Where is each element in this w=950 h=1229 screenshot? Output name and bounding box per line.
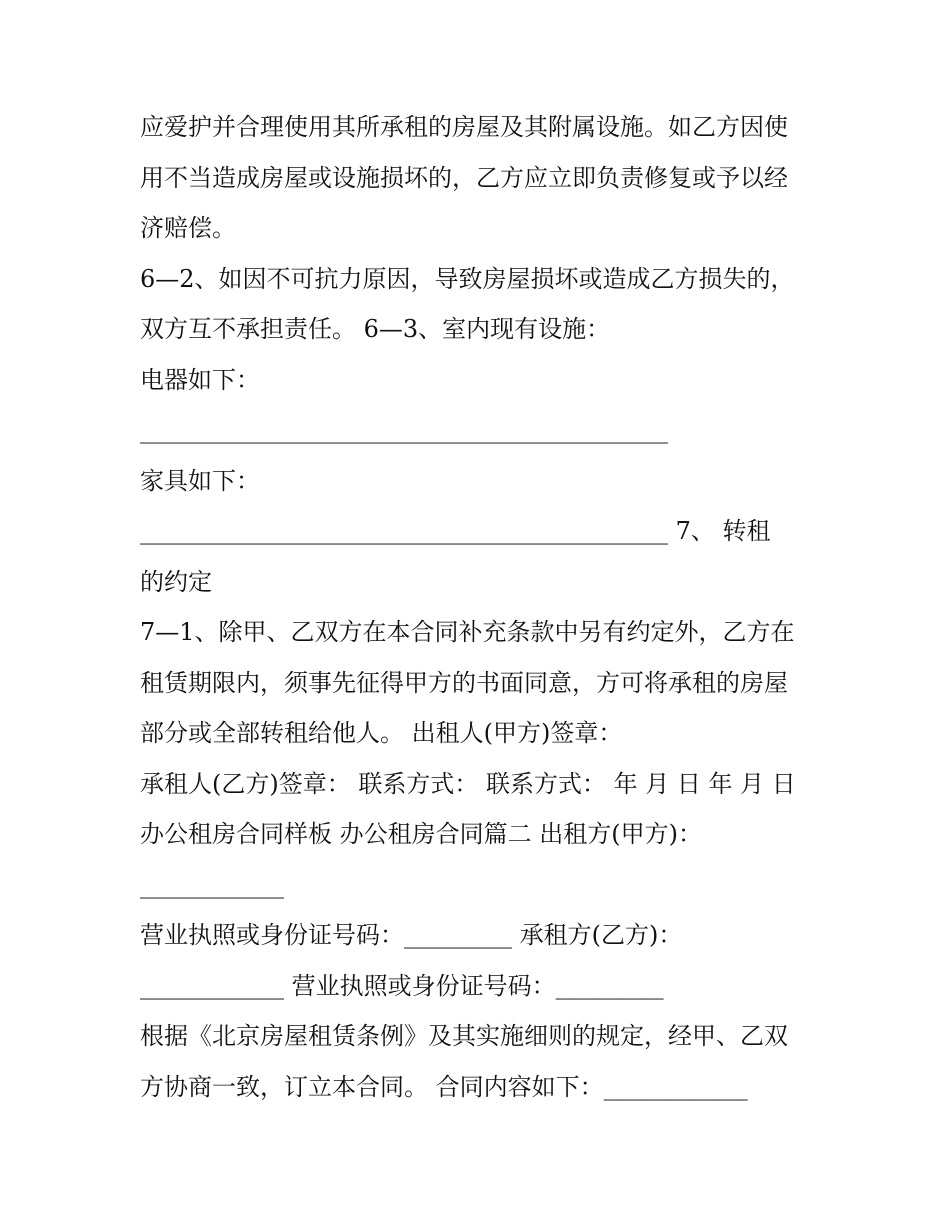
text-line: 租赁期限内，须事先征得甲方的书面同意，方可将承租的房屋 [140, 668, 788, 697]
text-line: 营业执照或身份证号码：_________ 承租方(乙方)： [140, 921, 683, 949]
text-line: 双方互不承担责任。 6—3、室内现有设施： [140, 315, 611, 343]
text-line: 承租人(乙方)签章： 联系方式： 联系方式： 年 月 日 年 月 日 [140, 769, 796, 798]
blank-line: ____________ [140, 870, 284, 899]
text-line: 部分或全部转租给他人。 出租人(甲方)签章： [140, 719, 623, 747]
text-line: ____________ 营业执照或身份证号码：_________ [140, 971, 664, 1000]
text-line: 方协商一致，订立本合同。 合同内容如下：____________ [140, 1072, 748, 1101]
text-line: 电器如下： [140, 365, 260, 394]
text-line: 家具如下： [140, 466, 260, 495]
text-line: 的约定 [140, 567, 212, 596]
text-line: 根据《北京房屋租赁条例》及其实施细则的规定，经甲、乙双 [140, 1022, 788, 1050]
text-line: 办公租房合同样板 办公租房合同篇二 出租方(甲方)： [140, 820, 702, 848]
text-line: 应爱护并合理使用其所承租的房屋及其附属设施。如乙方因使 [140, 113, 788, 141]
text-line: ____________________________________________ 7、 转租 [140, 517, 771, 545]
text-line: 6—2、如因不可抗力原因，导致房屋损坏或造成乙方损失的， [140, 264, 795, 293]
text-line: 7—1、除甲、乙双方在本合同补充条款中另有约定外，乙方在 [140, 618, 795, 646]
document-body [140, 102, 820, 1112]
blank-line: ____________________________________________ [140, 416, 668, 444]
text-line: 济赔偿。 [140, 214, 236, 242]
text-line: 用不当造成房屋或设施损坏的，乙方应立即负责修复或予以经 [140, 163, 788, 192]
